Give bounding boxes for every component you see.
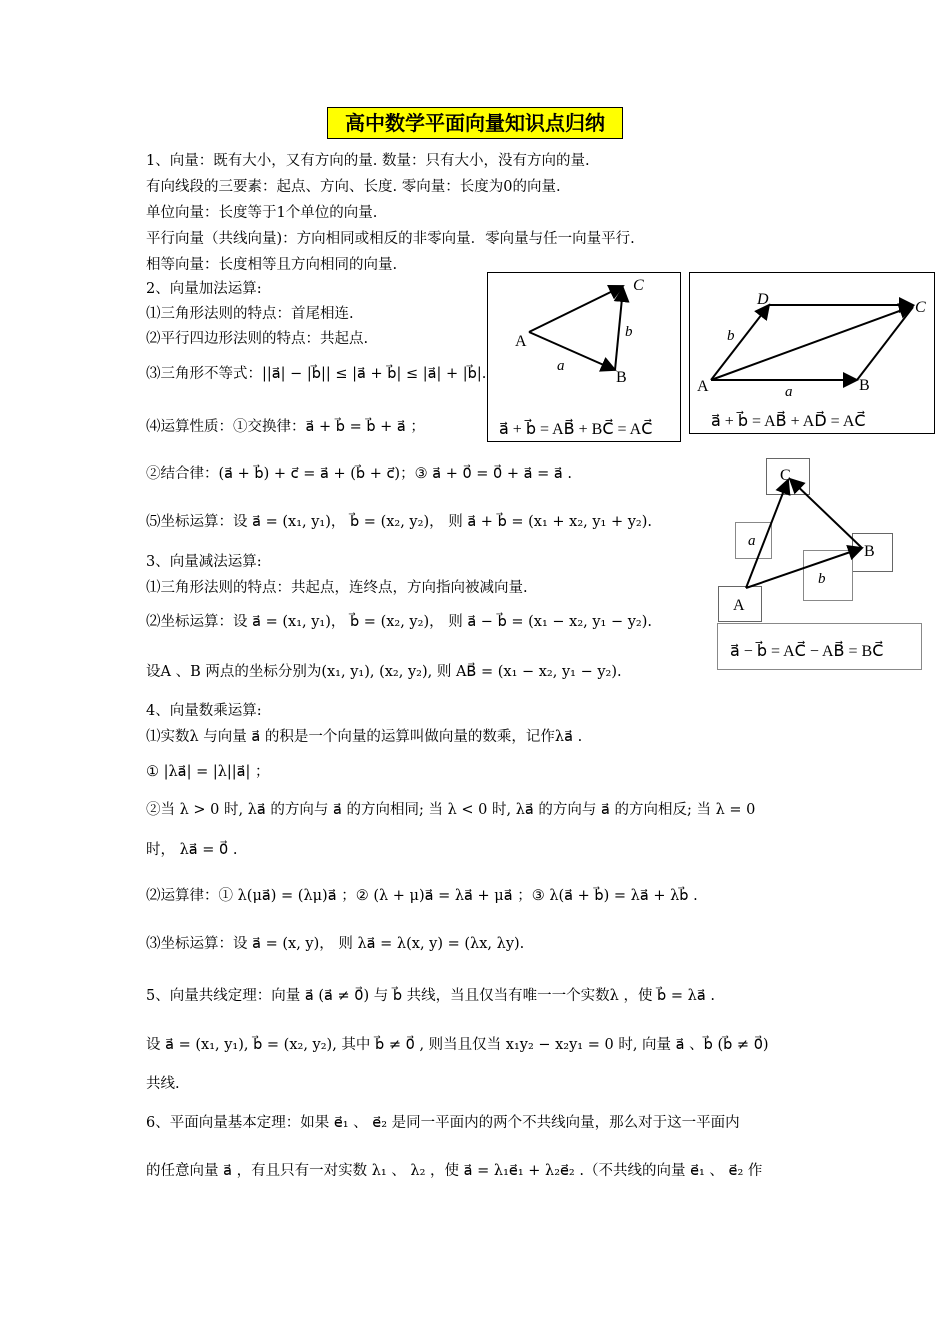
line-two-points: 设Α 、Β 两点的坐标分别为(x₁, y₁), (x₂, y₂), 则 AB⃗ = (x₁ − x₂, y₁ − y₂). bbox=[146, 664, 622, 680]
page-title: 高中数学平面向量知识点归纳 bbox=[327, 107, 623, 139]
line-collinear-coordinates: 设 a⃗ = (x₁, y₁), b⃗ = (x₂, y₂), 其中 b⃗ ≠ 0⃗ , 则当且仅当 x₁y₂ − x₂y₁ = 0 时, 向量 a⃗ 、b⃗ (b⃗ ≠ 0⃗) bbox=[146, 1037, 769, 1053]
triangle-addition-figure bbox=[487, 272, 681, 442]
vector-label-b: b⃗ bbox=[818, 571, 838, 587]
point-label-a: A bbox=[733, 597, 745, 614]
line-sub-coordinates: ⑵坐标运算：设 a⃗ = (x₁, y₁)， b⃗ = (x₂, y₂)， 则 a⃗ − b⃗ = (x₁ − x₂, y₁ − y₂). bbox=[146, 614, 653, 630]
line-collinear-end: 共线. bbox=[146, 1076, 180, 1092]
section-3-heading: 3、向量减法运算: bbox=[146, 554, 262, 570]
line-scalar-magnitude: ① |λa⃗| = |λ||a⃗| ； bbox=[146, 764, 270, 780]
point-label-a: A bbox=[515, 333, 527, 350]
point-label-c: C bbox=[633, 277, 644, 294]
vector-label-a: a⃗ bbox=[557, 358, 577, 374]
point-label-b: B bbox=[859, 377, 870, 394]
line-basis-theorem: 6、平面向量基本定理：如果 e⃗₁ 、 e⃗₂ 是同一平面内的两个不共线向量，那么对于这一平面内 bbox=[146, 1115, 740, 1131]
line-scalar-direction: ②当 λ > 0 时, λa⃗ 的方向与 a⃗ 的方向相同; 当 λ < 0 时, λa⃗ 的方向与 a⃗ 的方向相反; 当 λ = 0 bbox=[146, 802, 756, 818]
line-parallel-vectors: 平行向量（共线向量)：方向相同或相反的非零向量．零向量与任一向量平行. bbox=[146, 231, 635, 247]
line-scalar-mult-def: ⑴实数λ 与向量 a⃗ 的积是一个向量的运算叫做向量的数乘，记作λa⃗ . bbox=[146, 729, 583, 745]
parallelogram-addition-figure bbox=[689, 272, 935, 434]
line-unit-vector: 单位向量：长度等于1个单位的向量. bbox=[146, 205, 378, 221]
line-directed-segment: 有向线段的三要素：起点、方向、长度. 零向量：长度为0的向量. bbox=[146, 179, 561, 195]
line-basis-theorem-cont: 的任意向量 a⃗ ，有且只有一对实数 λ₁ 、 λ₂ ，使 a⃗ = λ₁e⃗₁ + λ₂e⃗₂ .（不共线的向量 e⃗₁ 、 e⃗₂ 作 bbox=[146, 1163, 763, 1179]
line-triangle-rule: ⑴三角形法则的特点：首尾相连. bbox=[146, 306, 354, 322]
line-commutative: ⑷运算性质：①交换律：a⃗ + b⃗ = b⃗ + a⃗ ； bbox=[146, 419, 425, 435]
line-equal-vectors: 相等向量：长度相等且方向相同的向量. bbox=[146, 257, 398, 273]
vector-label-b: b⃗ bbox=[625, 324, 645, 340]
line-vector-def: 1、向量：既有大小，又有方向的量. 数量：只有大小，没有方向的量. bbox=[146, 153, 590, 169]
point-label-c: C bbox=[780, 467, 791, 484]
triangle-addition-caption: a⃗ + b⃗ = AB⃗ + BC⃗ = AC⃗ bbox=[499, 421, 653, 438]
point-label-d: D bbox=[757, 291, 769, 308]
point-label-a: A bbox=[697, 378, 709, 395]
line-add-coordinates: ⑸坐标运算：设 a⃗ = (x₁, y₁)， b⃗ = (x₂, y₂)， 则 a⃗ + b⃗ = (x₁ + x₂, y₁ + y₂). bbox=[146, 514, 653, 530]
line-parallelogram-rule: ⑵平行四边形法则的特点：共起点. bbox=[146, 331, 369, 347]
vector-label-b: b⃗ bbox=[727, 328, 747, 344]
point-label-b: B bbox=[864, 543, 875, 560]
line-associative: ②结合律：(a⃗ + b⃗) + c⃗ = a⃗ + (b⃗ + c⃗)；③ a⃗ + 0⃗ = 0⃗ + a⃗ = a⃗ . bbox=[146, 466, 572, 482]
parallelogram-addition-caption: a⃗ + b⃗ = AB⃗ + AD⃗ = AC⃗ bbox=[711, 413, 866, 430]
point-label-b: B bbox=[616, 369, 627, 386]
section-2-heading: 2、向量加法运算: bbox=[146, 281, 262, 297]
line-sub-triangle-rule: ⑴三角形法则的特点：共起点，连终点，方向指向被减向量. bbox=[146, 580, 528, 596]
line-scalar-laws: ⑵运算律：① λ(μa⃗) = (λμ)a⃗ ；② (λ + μ)a⃗ = λa⃗ + μa⃗ ；③ λ(a⃗ + b⃗) = λa⃗ + λb⃗ . bbox=[146, 888, 698, 904]
triangle-subtraction-figure bbox=[716, 456, 922, 672]
line-scalar-zero: 时， λa⃗ = 0⃗ . bbox=[146, 842, 238, 858]
triangle-subtraction-caption: a⃗ − b⃗ = AC⃗ − AB⃗ = BC⃗ bbox=[730, 643, 884, 660]
line-collinear-theorem: 5、向量共线定理：向量 a⃗ (a⃗ ≠ 0⃗) 与 b⃗ 共线，当且仅当有唯一一个实数λ ，使 b⃗ = λa⃗ . bbox=[146, 988, 715, 1004]
line-scalar-coordinates: ⑶坐标运算：设 a⃗ = (x, y)， 则 λa⃗ = λ(x, y) = (λx, λy). bbox=[146, 936, 525, 952]
point-label-c: C bbox=[915, 299, 926, 316]
vector-label-a: a⃗ bbox=[785, 384, 805, 400]
line-triangle-inequality: ⑶三角形不等式：||a⃗| − |b⃗|| ≤ |a⃗ + b⃗| ≤ |a⃗| + |b⃗|. bbox=[146, 366, 487, 382]
section-4-heading: 4、向量数乘运算: bbox=[146, 703, 262, 719]
vector-label-a: a⃗ bbox=[748, 533, 768, 549]
